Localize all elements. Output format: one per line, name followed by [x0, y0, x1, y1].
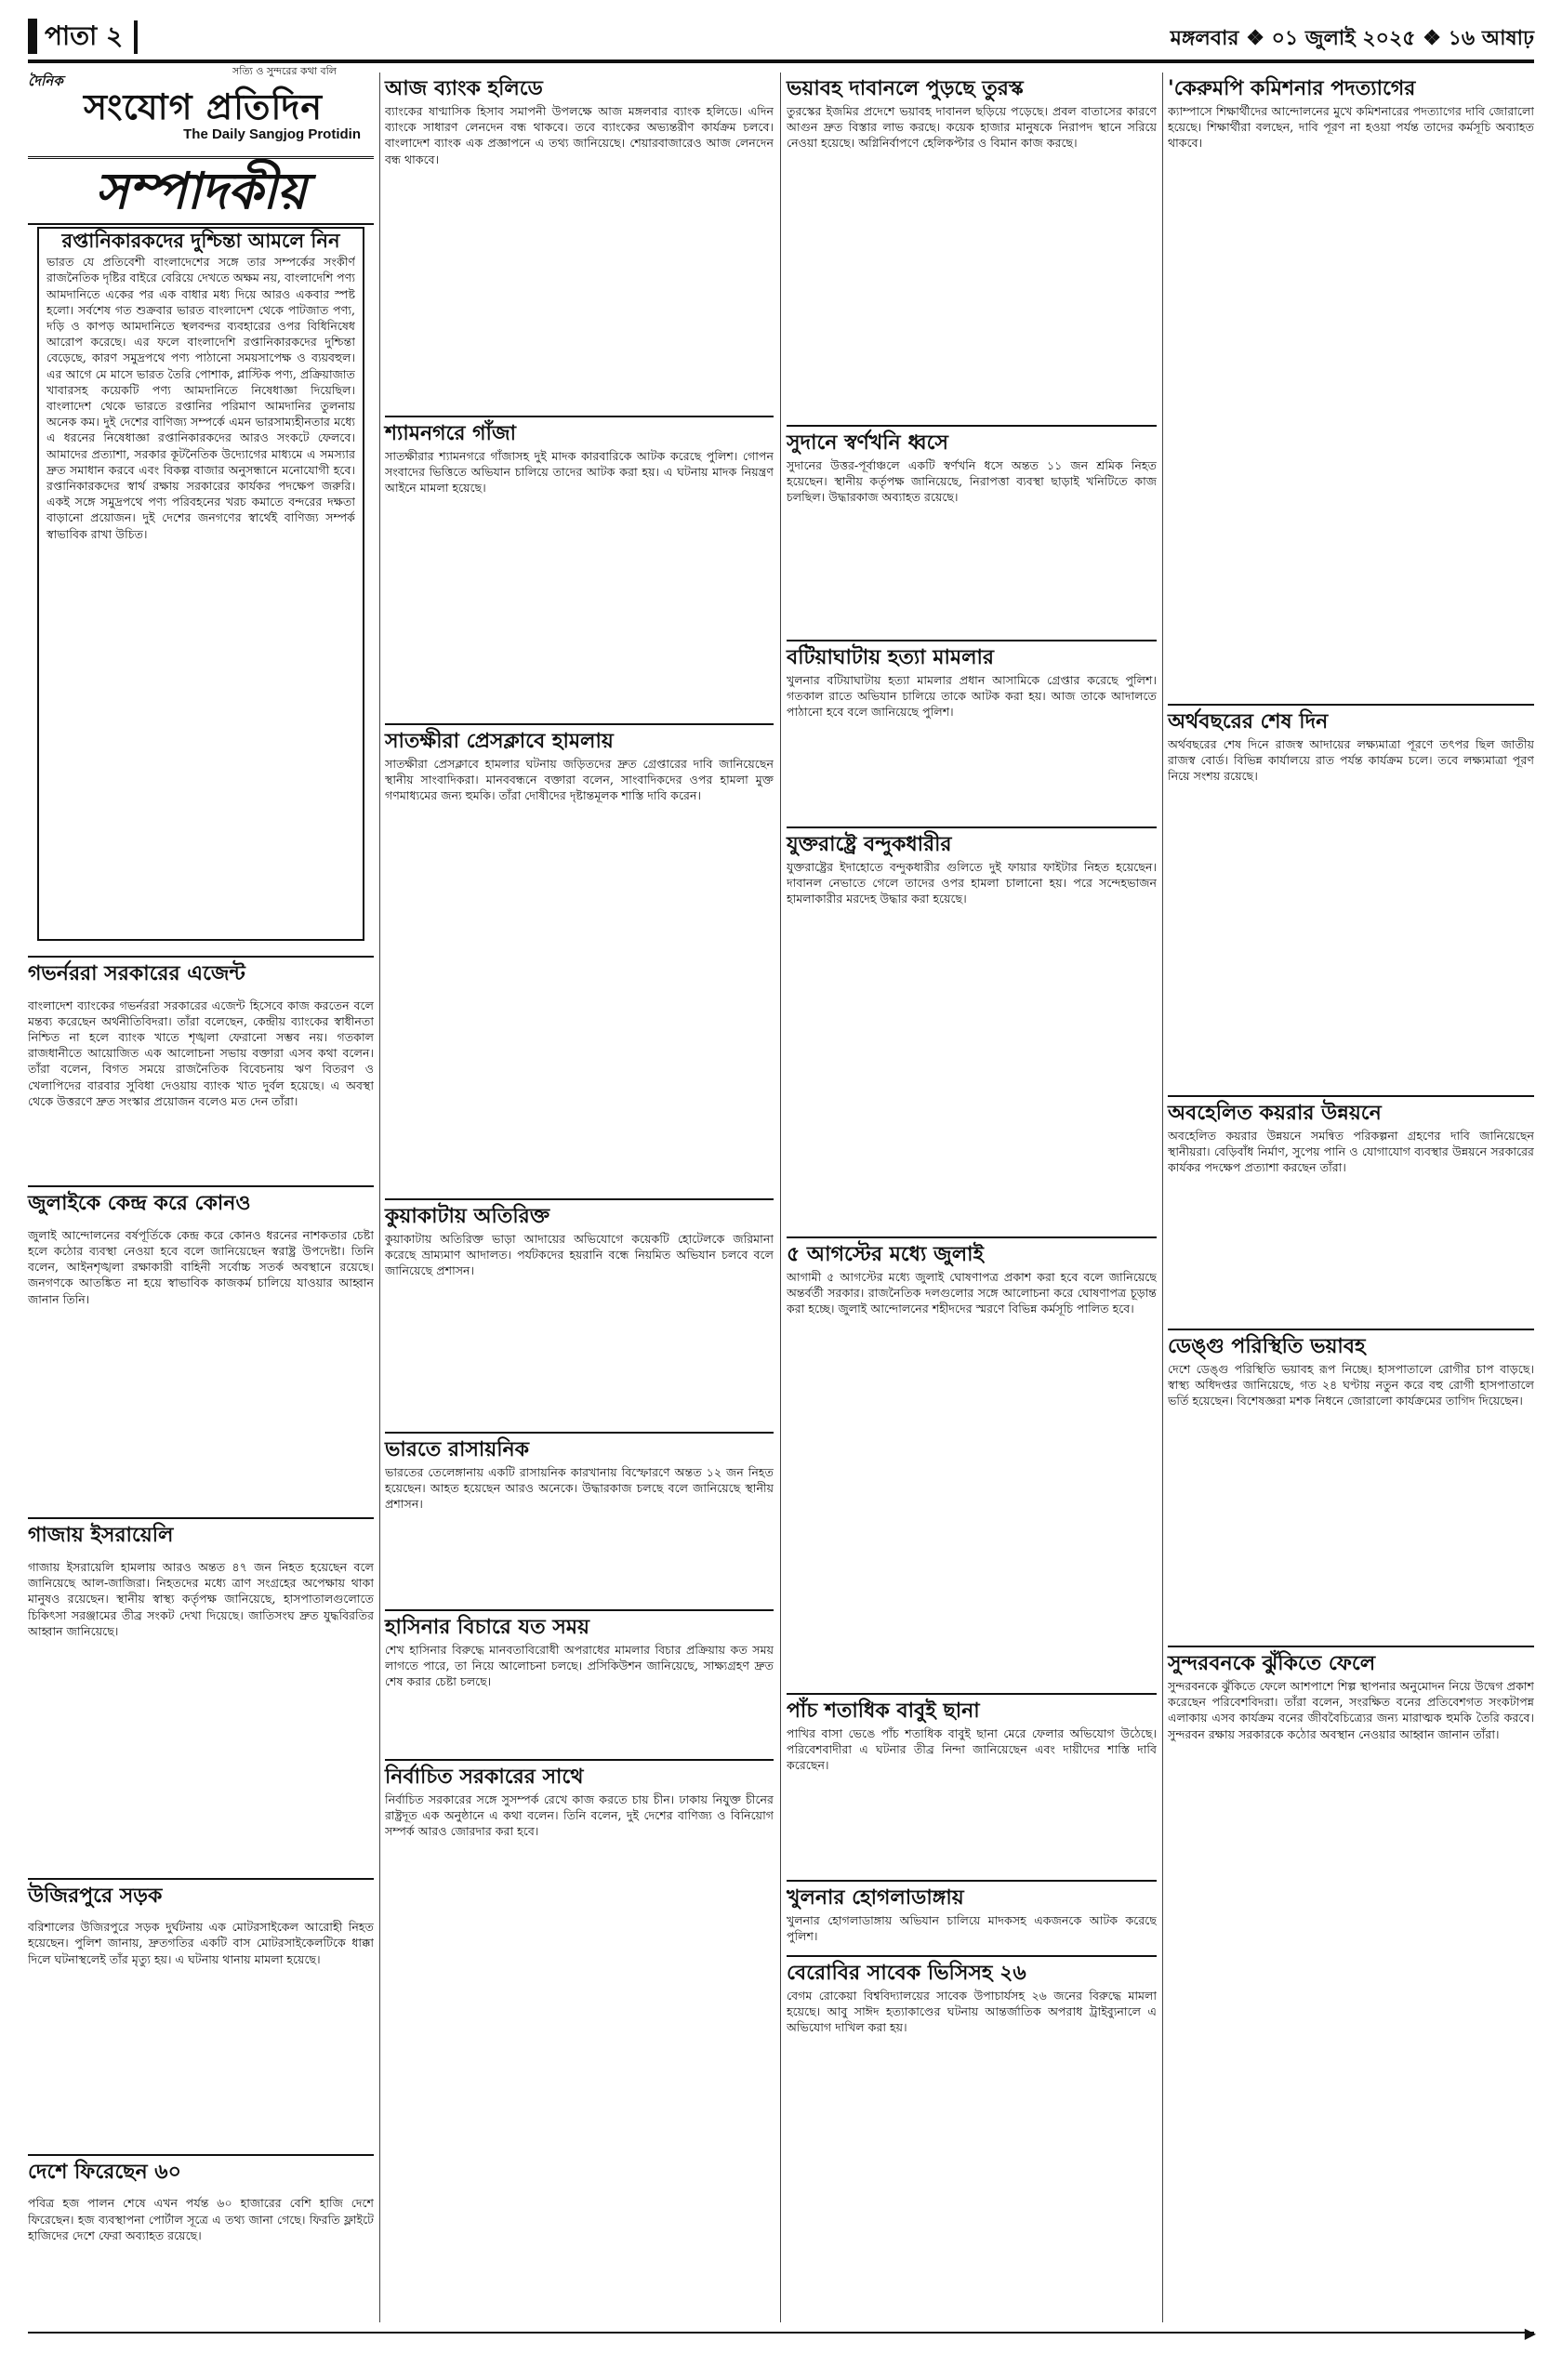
article-headline[interactable]: উজিরপুরে সড়ক	[28, 1883, 163, 1908]
article-body: বেগম রোকেয়া বিশ্ববিদ্যালয়ের সাবেক উপাচার্যসহ ২৬ জনের বিরুদ্ধে মামলা হয়েছে। আবু সাঈদ হত্যাকাণ্ডের ঘটনায় আন্তর্জাতিক অপরাধ ট্রাইব্যুনালে এ অভিযোগ দাখিল করা হয়।	[787, 1989, 1157, 2035]
article-body: সাতক্ষীরার শ্যামনগরে গাঁজাসহ দুই মাদক কারবারিকে আটক করেছে পুলিশ। গোপন সংবাদের ভিত্তিতে অভিযান চালিয়ে তাদের আটক করা হয়। এ ঘটনায় মাদক নিয়ন্ত্রণ আইনে মামলা হয়েছে।	[385, 449, 774, 496]
editorial-section-title: সম্পাদকীয়	[28, 160, 374, 225]
article-headline[interactable]: অর্থবছরের শেষ দিন	[1168, 709, 1329, 734]
article-headline[interactable]: ডেঙ্গু পরিস্থিতি ভয়াবহ	[1168, 1334, 1366, 1358]
date-line: মঙ্গলবার ❖ ০১ জুলাই ২০২৫ ❖ ১৬ আষাঢ়	[1170, 26, 1534, 50]
article-headline[interactable]: সুদানে স্বর্ণখনি ধ্বসে	[787, 430, 948, 455]
page-number: পাতা ২	[28, 19, 123, 54]
article-body: খুলনার হোগলাডাঙ্গায় অভিযান চালিয়ে মাদকসহ একজনকে আটক করেছে পুলিশ।	[787, 1913, 1157, 1944]
article-body: নির্বাচিত সরকারের সঙ্গে সুসম্পর্ক রেখে কাজ করতে চায় চীন। ঢাকায় নিযুক্ত চীনের রাষ্ট্রদূত এক অনুষ্ঠানে এ কথা বলেন। তিনি বলেন, দুই দেশের বাণিজ্য ও বিনিয়োগ সম্পর্ক আরও জোরদার করা হবে।	[385, 1792, 774, 1839]
column-divider	[379, 73, 380, 2322]
article-body: খুলনার বটিয়াঘাটায় হত্যা মামলার প্রধান আসামিকে গ্রেপ্তার করেছে পুলিশ। গতকাল রাতে অভিযান চালিয়ে তাকে আটক করা হয়। আজ তাকে আদালতে পাঠানো হবে বলে জানিয়েছে পুলিশ।	[787, 673, 1157, 720]
article-body: ভারতের তেলেঙ্গানায় একটি রাসায়নিক কারখানায় বিস্ফোরণে অন্তত ১২ জন নিহত হয়েছেন। আহত হয়েছেন আরও অনেকে। উদ্ধারকাজ চলছে বলে জানিয়েছে স্থানীয় প্রশাসন।	[385, 1465, 774, 1512]
masthead-tagline: সত্যি ও সুন্দরের কথা বলি	[232, 65, 337, 77]
article-body: আগামী ৫ আগস্টের মধ্যে জুলাই ঘোষণাপত্র প্রকাশ করা হবে বলে জানিয়েছে অন্তর্বর্তী সরকার। রাজনৈতিক দলগুলোর সঙ্গে আলোচনা করে ঘোষণাপত্র চূড়ান্ত করা হচ্ছে। জুলাই আন্দোলনের শহীদদের স্মরণে বিভিন্ন কর্মসূচি পালিত হবে।	[787, 1270, 1157, 1316]
article-body: জুলাই আন্দোলনের বর্ষপূর্তিকে কেন্দ্র করে কোনও ধরনের নাশকতার চেষ্টা হলে কঠোর ব্যবস্থা নেওয়া হবে বলে জানিয়েছেন স্বরাষ্ট্র উপদেষ্টা। তিনি বলেন, আইনশৃঙ্খলা রক্ষাকারী বাহিনী সর্বোচ্চ সতর্ক অবস্থানে রয়েছে। জনগণকে আতঙ্কিত না হয়ে স্বাভাবিক কাজকর্ম চালিয়ে যাওয়ার আহ্বান জানান তিনি।	[28, 1227, 374, 1306]
article-headline[interactable]: জুলাইকে কেন্দ্র করে কোনও	[28, 1191, 251, 1216]
article-body: বরিশালের উজিরপুরে সড়ক দুর্ঘটনায় এক মোটরসাইকেল আরোহী নিহত হয়েছেন। পুলিশ জানায়, দ্রুতগতির একটি বাস মোটরসাইকেলটিকে ধাক্কা দিলে ঘটনাস্থলেই তাঁর মৃত্যু হয়। এ ঘটনায় থানায় মামলা হয়েছে।	[28, 1920, 374, 1966]
column-4	[1168, 73, 1534, 2310]
article-body: পাখির বাসা ভেঙে পাঁচ শতাধিক বাবুই ছানা মেরে ফেলার অভিযোগ উঠেছে। পরিবেশবাদীরা এ ঘটনার তীব্র নিন্দা জানিয়েছেন এবং দায়ীদের শাস্তি দাবি করেছেন।	[787, 1726, 1157, 1773]
column-3	[787, 73, 1157, 2229]
article-body: সুদানের উত্তর-পূর্বাঞ্চলে একটি স্বর্ণখনি ধসে অন্তত ১১ জন শ্রমিক নিহত হয়েছেন। স্থানীয় কর্তৃপক্ষ জানিয়েছে, নিরাপত্তা ব্যবস্থা ছাড়াই খনিটিতে কাজ চলছিল। উদ্ধারকাজ অব্যাহত রয়েছে।	[787, 458, 1157, 505]
column-1-lower	[28, 950, 374, 2365]
article-headline[interactable]: আজ ব্যাংক হলিডে	[385, 76, 543, 100]
article-headline[interactable]: হাসিনার বিচারে যত সময়	[385, 1615, 589, 1639]
article-body: দেশে ডেঙ্গু পরিস্থিতি ভয়াবহ রূপ নিচ্ছে। হাসপাতালে রোগীর চাপ বাড়ছে। স্বাস্থ্য অধিদপ্তর জানিয়েছে, গত ২৪ ঘণ্টায় নতুন করে বহু রোগী হাসপাতালে ভর্তি হয়েছেন। বিশেষজ্ঞরা মশক নিধনে জোরালো কার্যক্রমের তাগিদ দিয়েছেন।	[1168, 1362, 1534, 1408]
article-body: বাংলাদেশ ব্যাংকের গভর্নররা সরকারের এজেন্ট হিসেবে কাজ করতেন বলে মন্তব্য করেছেন অর্থনীতিবিদরা। তাঁরা বলেছেন, কেন্দ্রীয় ব্যাংকের স্বাধীনতা নিশ্চিত না হলে ব্যাংক খাতে শৃঙ্খলা ফেরানো সম্ভব নয়। গতকাল রাজধানীতে আয়োজিত এক আলোচনা সভায় বক্তারা এসব কথা বলেন। তাঁরা বলেন, বিগত সময়ে রাজনৈতিক বিবেচনায় ঋণ বিতরণ ও খেলাপিদের বারবার সুবিধা দেওয়ায় ব্যাংক খাত দুর্বল হয়েছে। এ অবস্থা থেকে উত্তরণে দ্রুত সংস্কার প্রয়োজন বলেও মত দেন তাঁরা।	[28, 998, 374, 1108]
editorial-body: ভারত যে প্রতিবেশী বাংলাদেশের সঙ্গে তার সম্পর্কের সংকীর্ণ রাজনৈতিক দৃষ্টির বাইরে বেরিয়ে দেখতে অক্ষম নয়, বাংলাদেশি পণ্য আমদানিতে একের পর এক বাধার মধ্য দিয়ে আরও একবার স্পষ্ট হলো। সর্বশেষ গত শুক্রবার ভারত বাংলাদেশ থেকে পাটজাত পণ্য, দড়ি ও কাপড় আমদানিতে স্থলবন্দর ব্যবহারের ওপর বিধিনিষেধ আরোপ করেছে। এর ফলে বাংলাদেশি রপ্তানিকারকদের দুশ্চিন্তা বেড়েছে, কারণ সমুদ্রপথে পণ্য পাঠানো সময়সাপেক্ষ ও ব্যয়বহুল। এর আগে মে মাসে ভারত তৈরি পোশাক, প্লাস্টিক পণ্য, প্রক্রিয়াজাত খাবারসহ কয়েকটি পণ্য আমদানিতে নিষেধাজ্ঞা দিয়েছিল। বাংলাদেশ থেকে ভারতে রপ্তানির পরিমাণ আমদানির তুলনায় অনেক কম। দুই দেশের বাণিজ্য সম্পর্কে এমন ভারসাম্যহীনতার মধ্যে এ ধরনের নিষেধাজ্ঞা রপ্তানিকারকদের আরও সংকটে ফেলবে। আমাদের প্রত্যাশা, সরকার কূটনৈতিক উদ্যোগের মাধ্যমে এ সমস্যার দ্রুত সমাধান করবে এবং বিকল্প বাজার অনুসন্ধানে মনোযোগী হবে। রপ্তানিকারকদের স্বার্থ রক্ষায় সরকারের কার্যকর পদক্ষেপ জরুরি। একই সঙ্গে সমুদ্রপথে পণ্য পরিবহনের খরচ কমাতে বন্দরের দক্ষতা বাড়ানো প্রয়োজন। দুই দেশের জনগণের স্বার্থেই বাণিজ্য সম্পর্ক স্বাভাবিক রাখা উচিত।	[46, 255, 355, 541]
masthead-title: সংযোগ প্রতিদিন	[84, 86, 324, 127]
masthead-title-en: The Daily Sangjog Protidin	[183, 126, 361, 142]
article-body: গাজায় ইসরায়েলি হামলায় আরও অন্তত ৪৭ জন নিহত হয়েছেন বলে জানিয়েছে আল-জাজিরা। নিহতদের মধ্যে ত্রাণ সংগ্রহের অপেক্ষায় থাকা মানুষও রয়েছেন। স্থানীয় স্বাস্থ্য কর্তৃপক্ষ জানিয়েছে, হাসপাতালগুলোতে চিকিৎসা সরঞ্জামের তীব্র সংকট দেখা দিয়েছে। জাতিসংঘ দ্রুত যুদ্ধবিরতির আহ্বান জানিয়েছে।	[28, 1559, 374, 1638]
article-body: পবিত্র হজ পালন শেষে এখন পর্যন্ত ৬০ হাজারের বেশি হাজি দেশে ফিরেছেন। হজ ব্যবস্থাপনা পোর্টাল সূত্রে এ তথ্য জানা গেছে। ফিরতি ফ্লাইটে হাজিদের দেশে ফেরা অব্যাহত রয়েছে।	[28, 2196, 374, 2242]
article-body: তুরস্কের ইজমির প্রদেশে ভয়াবহ দাবানল ছড়িয়ে পড়েছে। প্রবল বাতাসের কারণে আগুন দ্রুত বিস্তার লাভ করছে। কয়েক হাজার মানুষকে নিরাপদ স্থানে সরিয়ে নেওয়া হয়েছে। অগ্নিনির্বাপণে হেলিকপ্টার ও বিমান কাজ করছে।	[787, 104, 1157, 151]
article-body: ক্যাম্পাসে শিক্ষার্থীদের আন্দোলনের মুখে কমিশনারের পদত্যাগের দাবি জোরালো হয়েছে। শিক্ষার্থীরা বলছেন, দাবি পূরণ না হওয়া পর্যন্ত তাদের কর্মসূচি অব্যাহত থাকবে।	[1168, 104, 1534, 151]
article-headline[interactable]: গাজায় ইসরায়েলি	[28, 1523, 174, 1548]
masthead	[28, 65, 374, 159]
footer-rule	[28, 2332, 1534, 2334]
masthead-daily: দৈনিক	[28, 73, 63, 89]
article-headline[interactable]: ভারতে রাসায়নিক	[385, 1437, 530, 1461]
article-headline[interactable]: সুন্দরবনকে ঝুঁকিতে ফেলে	[1168, 1651, 1376, 1675]
editorial-box	[37, 227, 364, 941]
article-headline[interactable]: বেরোবির সাবেক ভিসিসহ ২৬	[787, 1961, 1026, 1985]
article-headline[interactable]: গভর্নররা সরকারের এজেন্ট	[28, 961, 245, 985]
page-header	[28, 17, 1534, 63]
article-headline[interactable]: কুয়াকাটায় অতিরিক্ত	[385, 1204, 550, 1228]
article-headline[interactable]: খুলনার হোগলাডাঙ্গায়	[787, 1885, 964, 1910]
article-headline[interactable]: ৫ আগস্টের মধ্যে জুলাই	[787, 1242, 984, 1266]
editorial-headline: রপ্তানিকারকদের দুশ্চিন্তা আমলে নিন	[61, 229, 340, 252]
article-headline[interactable]: পাঁচ শতাধিক বাবুই ছানা	[787, 1699, 980, 1723]
article-body: অবহেলিত কয়রার উন্নয়নে সমন্বিত পরিকল্পনা গ্রহণের দাবি জানিয়েছেন স্থানীয়রা। বেড়িবাঁধ নির্মাণ, সুপেয় পানি ও যোগাযোগ ব্যবস্থার উন্নয়নে সরকারের কার্যকর পদক্ষেপ প্রত্যাশা করছেন তাঁরা।	[1168, 1129, 1534, 1175]
article-headline[interactable]: সাতক্ষীরা প্রেসক্লাবে হামলায়	[385, 729, 614, 753]
column-divider	[1162, 73, 1163, 2322]
article-headline[interactable]: নির্বাচিত সরকারের সাথে	[385, 1765, 584, 1789]
article-headline[interactable]: শ্যামনগরে গাঁজা	[385, 421, 517, 445]
article-headline[interactable]: যুক্তরাষ্ট্রে বন্দুকধারীর	[787, 832, 952, 856]
article-body: কুয়াকাটায় অতিরিক্ত ভাড়া আদায়ের অভিযোগে কয়েকটি হোটেলকে জরিমানা করেছে ভ্রাম্যমাণ আদালত। পর্যটকদের হয়রানি বন্ধে নিয়মিত অভিযান চলবে বলে জানিয়েছে প্রশাসন।	[385, 1232, 774, 1278]
article-headline[interactable]: ভয়াবহ দাবানলে পুড়ছে তুরস্ক	[787, 76, 1024, 100]
article-body: অর্থবছরের শেষ দিনে রাজস্ব আদায়ের লক্ষ্যমাত্রা পূরণে তৎপর ছিল জাতীয় রাজস্ব বোর্ড। বিভিন্ন কার্যালয়ে রাত পর্যন্ত কার্যক্রম চলে। তবে লক্ষ্যমাত্রা পূরণ নিয়ে সংশয় রয়েছে।	[1168, 737, 1534, 784]
article-body: সুন্দরবনকে ঝুঁকিতে ফেলে আশপাশে শিল্প স্থাপনার অনুমোদন নিয়ে উদ্বেগ প্রকাশ করেছেন পরিবেশবিদরা। তাঁরা বলেন, সংরক্ষিত বনের প্রতিবেশগত সংকটাপন্ন এলাকায় এসব কার্যক্রম বনের জীববৈচিত্র্যের জন্য মারাত্মক হুমকি তৈরি করবে। সুন্দরবন রক্ষায় সরকারকে কঠোর অবস্থান নেওয়ার আহ্বান জানান তাঁরা।	[1168, 1679, 1534, 1741]
article-headline[interactable]: 'কেরুমপি কমিশনার পদত্যাগের	[1168, 76, 1416, 100]
article-headline[interactable]: অবহেলিত কয়রার উন্নয়নে	[1168, 1101, 1382, 1125]
column-2	[385, 73, 774, 2312]
arrow-right-icon: ▶	[1524, 2324, 1536, 2342]
article-body: শেখ হাসিনার বিরুদ্ধে মানবতাবিরোধী অপরাধের মামলার বিচার প্রক্রিয়ায় কত সময় লাগতে পারে, তা নিয়ে আলোচনা চলছে। প্রসিকিউশন জানিয়েছে, সাক্ষ্যগ্রহণ দ্রুত শেষ করার চেষ্টা চলছে।	[385, 1643, 774, 1689]
article-body: ব্যাংকের ষাণ্মাসিক হিসাব সমাপনী উপলক্ষে আজ মঙ্গলবার ব্যাংক হলিডে। এদিন ব্যাংকে সাধারণ লেনদেন বন্ধ থাকবে। তবে ব্যাংকের অভ্যন্তরীণ কার্যক্রম চলবে। বাংলাদেশ ব্যাংক এক প্রজ্ঞাপনে এ তথ্য জানিয়েছে। শেয়ারবাজারেও আজ লেনদেন বন্ধ থাকবে।	[385, 104, 774, 166]
column-divider	[780, 73, 781, 2322]
article-headline[interactable]: বটিয়াঘাটায় হত্যা মামলার	[787, 645, 994, 669]
article-headline[interactable]: দেশে ফিরেছেন ৬০	[28, 2159, 181, 2184]
article-body: সাতক্ষীরা প্রেসক্লাবে হামলার ঘটনায় জড়িতদের দ্রুত গ্রেপ্তারের দাবি জানিয়েছেন স্থানীয় সাংবাদিকরা। মানববন্ধনে বক্তারা বলেন, সাংবাদিকদের ওপর হামলা মুক্ত গণমাধ্যমের জন্য হুমকি। তাঁরা দোষীদের দৃষ্টান্তমূলক শাস্তি দাবি করেন।	[385, 757, 774, 803]
article-body: যুক্তরাষ্ট্রের ইদাহোতে বন্দুকধারীর গুলিতে দুই ফায়ার ফাইটার নিহত হয়েছেন। দাবানল নেভাতে গেলে তাদের ওপর হামলা চালানো হয়। পরে সন্দেহভাজন হামলাকারীর মরদেহ উদ্ধার করা হয়েছে।	[787, 860, 1157, 906]
